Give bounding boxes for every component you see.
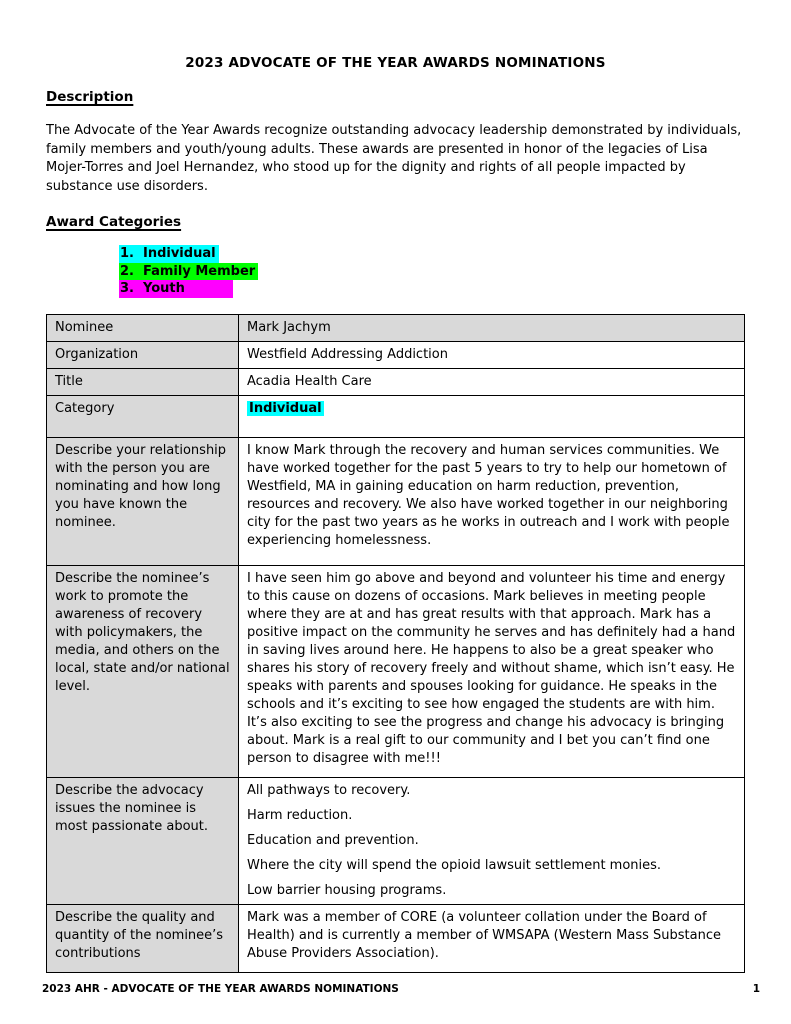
- category-number: 1.: [120, 246, 134, 261]
- table-header-row: [47, 314, 745, 341]
- description-heading: Description: [46, 89, 134, 105]
- advocacy-issue: Harm reduction.: [247, 807, 353, 823]
- category-item-youth: [119, 280, 745, 298]
- table-row-category: [47, 395, 745, 437]
- table-row-contributions: [47, 904, 745, 972]
- row-value: Westfield Addressing Addiction: [239, 341, 745, 368]
- advocacy-issue: Where the city will spend the opioid lawsuit settlement monies.: [247, 857, 662, 873]
- advocacy-issue: Low barrier housing programs.: [247, 882, 447, 898]
- table-row-organization: [47, 341, 745, 368]
- row-label: Category: [47, 395, 239, 437]
- nominee-table: [46, 314, 745, 973]
- table-row-relationship: [47, 437, 745, 565]
- row-value: Mark was a member of CORE (a volunteer collation under the Board of Health) and is currently a member of WMSAPA (Western Mass Substance Abuse Providers Association).: [239, 904, 745, 972]
- header-nominee-cell: Nominee: [47, 314, 239, 341]
- footer-title: 2023 AHR - ADVOCATE OF THE YEAR AWARDS NOMINATIONS: [42, 983, 399, 995]
- row-label: Title: [47, 368, 239, 395]
- category-label: Family Member: [142, 263, 256, 279]
- category-number: 2.: [120, 263, 134, 279]
- category-number: 3.: [120, 281, 134, 296]
- row-label: Organization: [47, 341, 239, 368]
- advocacy-issue: All pathways to recovery.: [247, 782, 411, 798]
- advocacy-issue: Education and prevention.: [247, 832, 419, 848]
- category-item-family-member: [119, 263, 745, 281]
- header-nominee-name-cell: Mark Jachym: [239, 314, 745, 341]
- row-value: I have seen him go above and beyond and volunteer his time and energy to this cause on dozens of occasions. Mark believes in meeting people where they are at and has great results with that approach. Mark has a positive impact on the community he serves and has definitely had a hand in saving lives around here. He happens to also be a great speaker who shares his story of recovery freely and without shame, which isn’t easy. He speaks with parents and spouses looking for guidance. He speaks in the schools and it’s exciting to see how engaged the students are with him. It’s also exciting to see the progress and change his advocacy is bringing about. Mark is a real gift to our community and I bet you can’t find one person to disagree with me!!!: [239, 565, 745, 777]
- category-highlight: [119, 280, 233, 298]
- table-row-title: [47, 368, 745, 395]
- page-footer: [42, 983, 760, 995]
- row-value: Acadia Health Care: [239, 368, 745, 395]
- category-value-highlight: Individual: [249, 400, 322, 416]
- footer-page-number: 1: [752, 983, 760, 995]
- category-label: Individual: [142, 246, 216, 261]
- award-categories-heading: Award Categories: [46, 214, 182, 230]
- description-paragraph: The Advocate of the Year Awards recognize outstanding advocacy leadership demonstrated by individuals, family members and youth/young adults. These awards are presented in honor of the legacies of Lisa Mojer-Torres and Joel Hernandez, who stood up for the dignity and rights of all people impacted by substance use disorders.: [46, 123, 742, 194]
- table-row-work: [47, 565, 745, 777]
- doc-title: 2023 ADVOCATE OF THE YEAR AWARDS NOMINATIONS: [185, 55, 606, 71]
- row-label: Describe the quality and quantity of the nominee’s contributions: [47, 904, 239, 972]
- row-label: Describe the advocacy issues the nominee is most passionate about.: [47, 777, 239, 904]
- row-label: Describe your relationship with the person you are nominating and how long you have known the nominee.: [47, 437, 239, 565]
- category-label: Youth: [142, 281, 185, 296]
- row-value: [239, 395, 745, 437]
- category-list: [46, 245, 745, 298]
- category-item-individual: [119, 245, 745, 263]
- row-value: I know Mark through the recovery and human services communities. We have worked together for the past 5 years to try to help our hometown of Westfield, MA in gaining education on harm reduction, prevention, resources and recovery. We also have worked together in our neighboring city for the past two years as he works in outreach and I work with people experiencing homelessness.: [239, 437, 745, 565]
- table-row-advocacy-issues: [47, 777, 745, 904]
- category-highlight: [119, 245, 219, 263]
- category-highlight: [119, 263, 258, 281]
- row-label: Describe the nominee’s work to promote the awareness of recovery with policymakers, the media, and others on the local, state and/or national level.: [47, 565, 239, 777]
- row-value: [239, 777, 745, 904]
